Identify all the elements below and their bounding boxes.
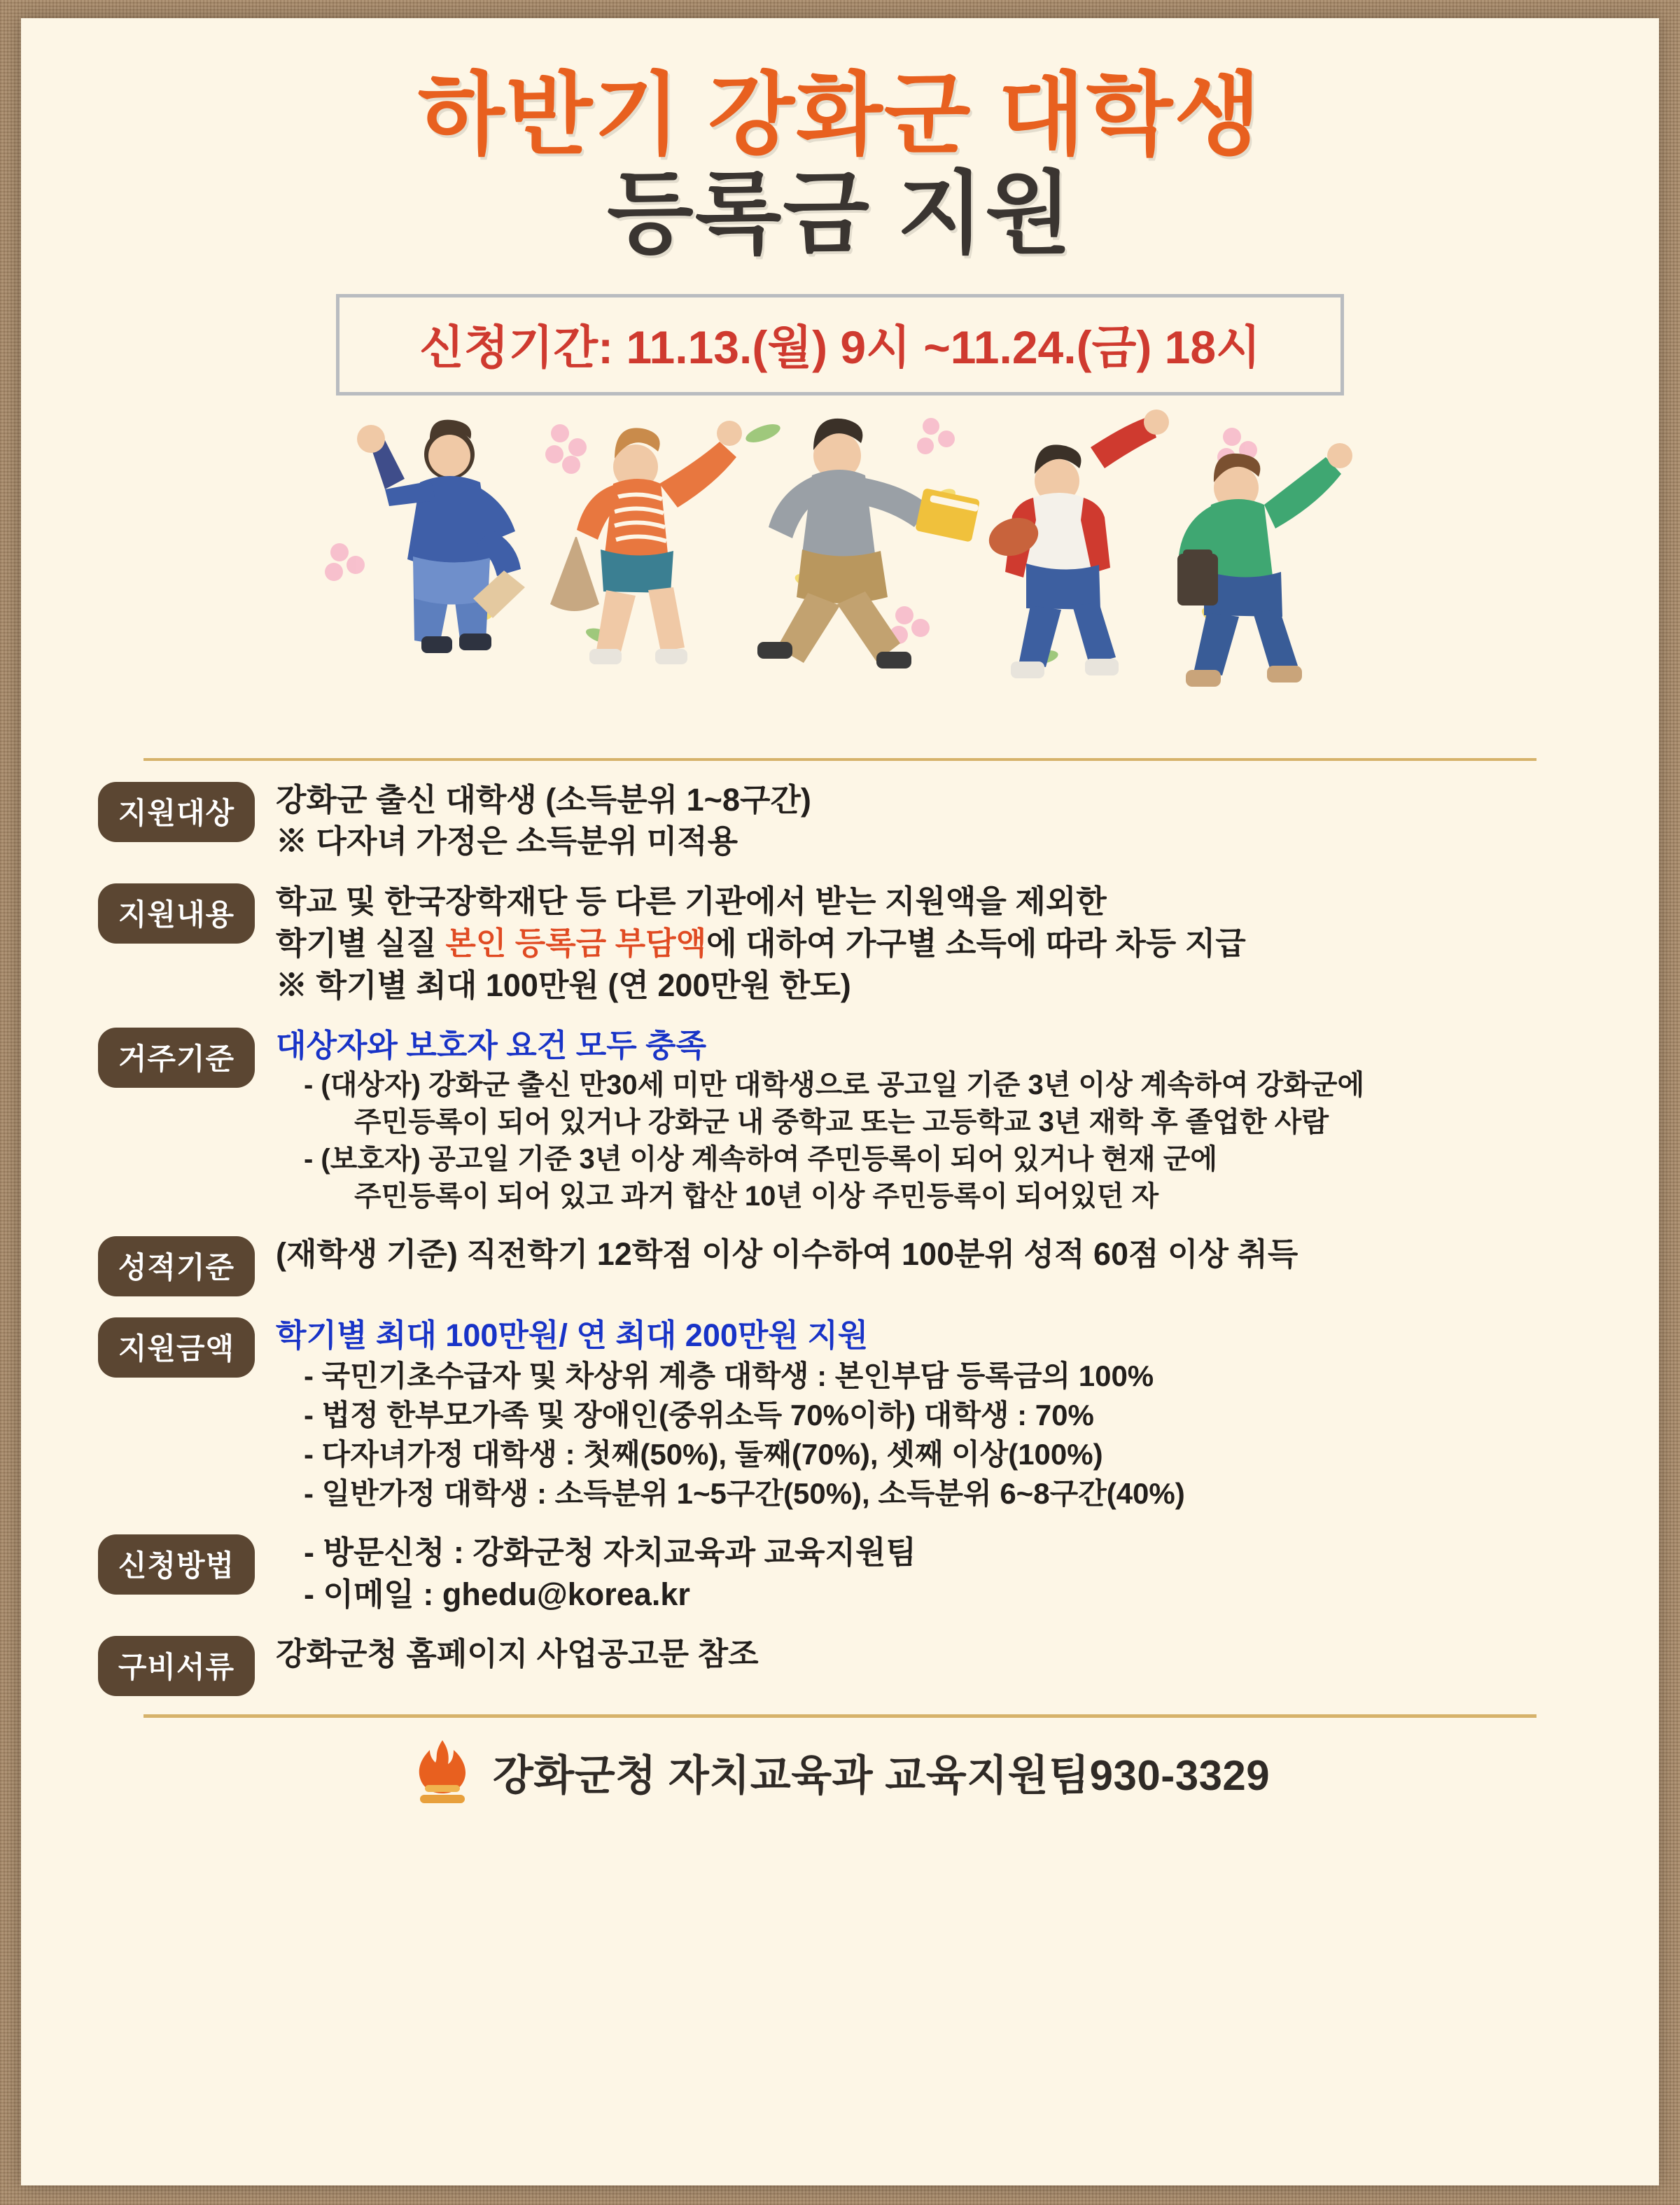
section-body-grade-criteria bbox=[255, 1233, 1610, 1275]
content-sections bbox=[21, 779, 1659, 1697]
section-line: - (대상자) 강화군 출신 만30세 미만 대학생으로 공고일 기준 3년 이상 계속하여 강화군에 bbox=[304, 1069, 1365, 1100]
page-title-line1: 하반기 강화군 대학생 bbox=[418, 65, 1262, 165]
section-line: - 국민기초수급자 및 차상위 계층 대학생 : 본인부담 등록금의 100% bbox=[304, 1359, 1154, 1393]
section-line-email: - 이메일 : ghedu@korea.kr bbox=[304, 1576, 690, 1612]
section-line: - 일반가정 대학생 : 소득분위 1~5구간(50%), 소득분위 6~8구간(40%) bbox=[304, 1476, 1185, 1510]
line-highlight: 본인 등록금 부담액 bbox=[445, 925, 707, 962]
section-body-required-documents bbox=[255, 1633, 1610, 1675]
line-pre: 학기별 실질 bbox=[276, 925, 446, 962]
section-tag-residency-criteria: 거주기준 bbox=[98, 1028, 255, 1088]
divider-top bbox=[144, 758, 1536, 761]
section-body-support-amount bbox=[255, 1315, 1610, 1513]
section-line: 강화군 출신 대학생 (소득분위 1~8구간) bbox=[276, 781, 811, 818]
section-line: ※ 학기별 최대 100만원 (연 200만원 한도) bbox=[276, 967, 851, 1003]
flame-emblem-icon bbox=[410, 1737, 475, 1807]
section-tag-support-content: 지원내용 bbox=[98, 883, 255, 944]
footer bbox=[21, 1737, 1659, 1807]
section-line-highlight bbox=[276, 923, 1610, 965]
section-body-how-to-apply bbox=[255, 1532, 1610, 1616]
section-residency-criteria bbox=[98, 1025, 1610, 1216]
section-line: 강화군청 홈페이지 사업공고문 참조 bbox=[276, 1636, 759, 1672]
section-body-support-target bbox=[255, 779, 1610, 863]
section-line: - 법정 한부모가족 및 장애인(중위소득 70%이하) 대학생 : 70% bbox=[304, 1399, 1094, 1432]
students-illustration bbox=[21, 405, 1659, 755]
section-support-amount bbox=[98, 1315, 1610, 1513]
section-tag-how-to-apply: 신청방법 bbox=[98, 1534, 255, 1595]
section-required-documents bbox=[98, 1633, 1610, 1696]
section-body-support-content bbox=[255, 881, 1610, 1007]
section-body-residency-criteria bbox=[255, 1025, 1610, 1216]
section-line: - 방문신청 : 강화군청 자치교육과 교육지원팀 bbox=[304, 1534, 916, 1570]
section-line: 학기별 최대 100만원/ 연 최대 200만원 지원 bbox=[276, 1317, 869, 1354]
title-block bbox=[21, 18, 1659, 265]
section-tag-support-target: 지원대상 bbox=[98, 782, 255, 842]
section-line: - 다자녀가정 대학생 : 첫째(50%), 둘째(70%), 셋째 이상(100%) bbox=[304, 1437, 1103, 1471]
page-title-line2: 등록금 지원 bbox=[607, 164, 1073, 265]
application-period-box bbox=[336, 294, 1344, 396]
divider-bottom bbox=[144, 1714, 1536, 1718]
line-post: 에 대하여 가구별 소득에 따라 차등 지급 bbox=[706, 925, 1246, 962]
section-support-target bbox=[98, 779, 1610, 863]
section-how-to-apply bbox=[98, 1532, 1610, 1616]
section-tag-required-documents: 구비서류 bbox=[98, 1636, 255, 1696]
section-support-content bbox=[98, 881, 1610, 1007]
section-line: (재학생 기준) 직전학기 12학점 이상 이수하여 100분위 성적 60점 이상 취득 bbox=[276, 1236, 1298, 1273]
section-tag-support-amount: 지원금액 bbox=[98, 1317, 255, 1378]
footer-contact-text: 강화군청 자치교육과 교육지원팀930-3329 bbox=[492, 1752, 1270, 1800]
section-line: - (보호자) 공고일 기준 3년 이상 계속하여 주민등록이 되어 있거나 현재 군에 bbox=[304, 1144, 1218, 1175]
section-line: 대상자와 보호자 요건 모두 충족 bbox=[276, 1027, 707, 1063]
section-tag-grade-criteria: 성적기준 bbox=[98, 1236, 255, 1296]
poster-canvas bbox=[21, 18, 1659, 2185]
section-line: 학교 및 한국장학재단 등 다른 기관에서 받는 지원액을 제외한 bbox=[276, 883, 1107, 920]
section-line: 주민등록이 되어 있거나 강화군 내 중학교 또는 고등학교 3년 재학 후 졸업한 사람 bbox=[354, 1106, 1329, 1138]
section-grade-criteria bbox=[98, 1233, 1610, 1296]
section-line: 주민등록이 되어 있고 과거 합산 10년 이상 주민등록이 되어있던 자 bbox=[354, 1181, 1159, 1212]
application-period-text: 신청기간: 11.13.(월) 9시 ~11.24.(금) 18시 bbox=[419, 321, 1261, 373]
section-line: ※ 다자녀 가정은 소득분위 미적용 bbox=[276, 823, 738, 860]
